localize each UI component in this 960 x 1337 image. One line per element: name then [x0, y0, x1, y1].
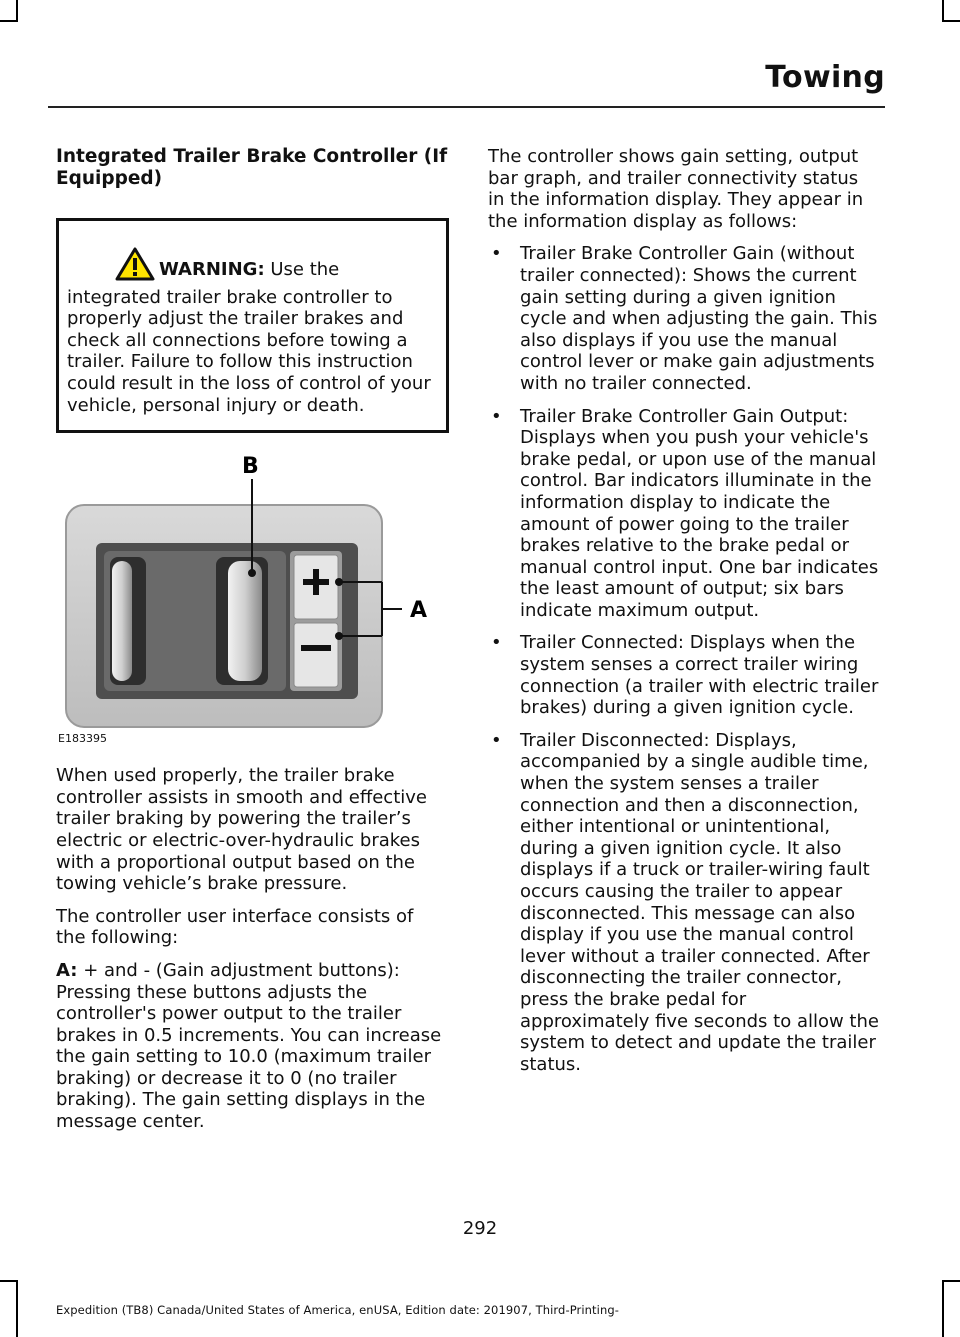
body-paragraph-3	[56, 960, 448, 1133]
crop-mark-bottom-right-h	[942, 1280, 960, 1282]
crop-mark-top-left-h	[0, 20, 18, 22]
page-footer: Expedition (TB8) Canada/United States of America, enUSA, Edition date: 201907, Third-Printing-	[56, 1303, 619, 1317]
left-column	[56, 146, 448, 1144]
callout-b-label: B	[242, 455, 259, 480]
figure-code: E183395	[58, 732, 107, 746]
crop-mark-top-right-h	[942, 20, 960, 22]
crop-mark-bottom-right-v	[942, 1280, 944, 1337]
warning-text: Use the integrated trailer brake controller to properly adjust the trailer brakes and check all connections before towing a trailer. Failure to follow this instruction could result in the loss of control of your vehicle, personal injury or death.	[67, 259, 431, 416]
list-item: • Trailer Connected: Displays when the system senses a correct trailer wiring connection (a trailer with electric trailer brakes) during a given ignition cycle.	[488, 632, 880, 718]
list-item: • Trailer Brake Controller Gain Output: Displays when you push your vehicle's brake pedal, or upon use of the manual control. Bar indicators illuminate in the information display to indicate the amount of power going to the trailer brakes relative to the brake pedal or manual control input. One bar indicates the least amount of output; six bars indicate maximum output.	[488, 406, 880, 622]
right-column	[488, 146, 880, 1086]
section-heading: Integrated Trailer Brake Controller (If Equipped)	[56, 146, 448, 189]
right-intro-paragraph: The controller shows gain setting, output bar graph, and trailer connectivity status in the information display. They appear in the information display as follows:	[488, 146, 864, 232]
brake-controller-illustration	[56, 455, 448, 745]
page-number: 292	[462, 1218, 498, 1239]
body-paragraph-2: The controller user interface consists of the following:	[56, 905, 414, 949]
warning-label: WARNING:	[159, 259, 265, 280]
list-item: • Trailer Disconnected: Displays, accompanied by a single audible time, when the system senses a trailer connection and then a disconnection, either intentional or unintentional, during a given ignition cycle. It also displays if a truck or trailer-wiring fault occurs causing the trailer to appear disconnected. This message can also display if you use the manual control lever without a trailer connected. After disconnecting the trailer connector, press the brake pedal for approximately five seconds to allow the system to detect and update the trailer status.	[488, 730, 880, 1076]
crop-mark-bottom-left-v	[16, 1280, 18, 1337]
gain-buttons-text: + and - (Gain adjustment buttons): Pressing these buttons adjusts the controller's power output to the trailer brakes in 0.5 increments. You can increase the gain setting to 10.0 (maximum trailer braking) or decrease it to 0 (no trailer braking). The gain setting displays in the message center.	[56, 959, 442, 1133]
body-paragraph-1: When used properly, the trailer brake controller assists in smooth and effective trailer braking by powering the trailer’s electric or electric-over-hydraulic brakes with a proportional output based on the towing vehicle’s brake pressure.	[56, 765, 427, 895]
crop-mark-bottom-left-h	[0, 1280, 18, 1282]
brake-controller-figure	[56, 455, 448, 745]
callout-a-label: A	[410, 598, 428, 624]
gain-buttons-label: A:	[56, 959, 78, 981]
crop-mark-top-left-v	[16, 0, 18, 22]
page-header-title: Towing	[765, 60, 885, 95]
warning-triangle-icon	[115, 247, 155, 287]
display-messages-list	[488, 243, 880, 1075]
warning-box	[56, 218, 449, 433]
crop-mark-top-right-v	[942, 0, 944, 22]
header-divider	[48, 106, 885, 108]
list-item: • Trailer Brake Controller Gain (without trailer connected): Shows the current gain setting during a given ignition cycle and when adjusting the gain. This also displays if you use the manual control lever or make gain adjustments with no trailer connected.	[488, 243, 880, 394]
